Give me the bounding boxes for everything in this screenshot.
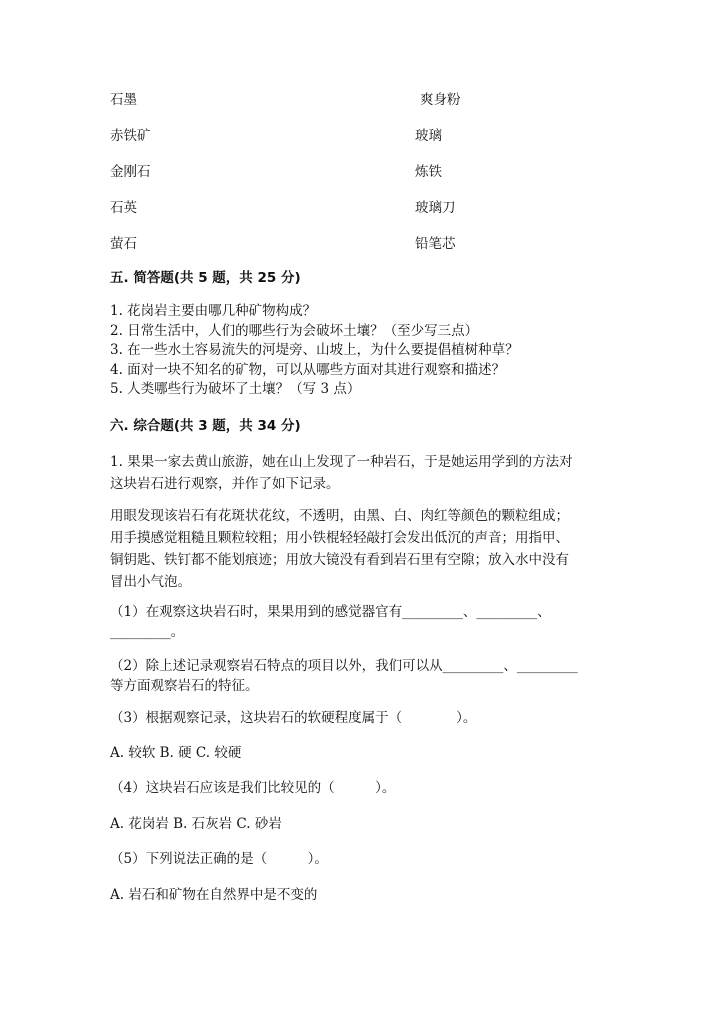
matching-right-item: 铅笔芯	[415, 236, 456, 252]
sub-question: （2）除上述记录观察岩石特点的项目以外，我们可以从_________、_________	[110, 658, 578, 674]
answer-options: A. 花岗岩 B. 石灰岩 C. 砂岩	[110, 816, 282, 832]
matching-row	[0, 196, 720, 216]
sub-question: （4）这块岩石应该是我们比较见的（ ）。	[110, 780, 396, 796]
answer-options: A. 较软 B. 硬 C. 较硬	[110, 745, 242, 761]
matching-left-item: 石墨	[110, 92, 137, 108]
question: 4. 面对一块不知名的矿物，可以从哪些方面对其进行观察和描述？	[110, 361, 506, 378]
section-title: 六. 综合题(共 3 题，共 34 分)	[110, 418, 301, 434]
matching-right-item: 玻璃刀	[415, 200, 456, 216]
sub-question: （1）在观察这块岩石时，果果用到的感觉器官有_________、_________、	[110, 604, 551, 620]
question-intro: 这块岩石进行观察，并作了如下记录。	[110, 476, 340, 492]
matching-row	[0, 88, 720, 108]
matching-row	[0, 160, 720, 180]
matching-left-item: 萤石	[110, 236, 137, 252]
matching-right-item: 爽身粉	[420, 92, 461, 108]
question: 3. 在一些水土容易流失的河堤旁、山坡上，为什么要提倡植树种草？	[110, 342, 519, 358]
observation-record: 用眼发现该岩石有花斑状花纹，不透明，由黑、白、肉红等颜色的颗粒组成；	[110, 508, 569, 524]
observation-record: 铜钥匙、铁钉都不能划痕迹；用放大镜没有看到岩石里有空隙；放入水中没有	[110, 552, 569, 568]
matching-right-item: 玻璃	[415, 128, 442, 144]
sub-question: （3）根据观察记录，这块岩石的软硬程度属于（ ）。	[110, 710, 477, 726]
answer-option: A. 岩石和矿物在自然界中是不变的	[110, 887, 318, 903]
matching-left-item: 金刚石	[110, 164, 151, 180]
matching-left-item: 赤铁矿	[110, 128, 151, 144]
observation-record: 用手摸感觉粗糙且颗粒较粗；用小铁棍轻轻敲打会发出低沉的声音；用指甲、	[110, 530, 569, 546]
matching-row	[0, 232, 720, 252]
sub-question: 等方面观察岩石的特征。	[110, 678, 259, 694]
section-title: 五. 简答题(共 5 题，共 25 分)	[110, 270, 301, 286]
matching-right-item: 炼铁	[415, 164, 442, 180]
question: 1. 花岗岩主要由哪几种矿物构成？	[110, 303, 317, 319]
sub-question: （5）下列说法正确的是（ ）。	[110, 851, 328, 867]
question-intro: 1. 果果一家去黄山旅游，她在山上发现了一种岩石，于是她运用学到的方法对	[110, 454, 573, 470]
matching-row	[0, 124, 720, 144]
short-answer-questions	[110, 302, 519, 400]
question: 5. 人类哪些行为破坏了土壤？（写 3 点）	[110, 381, 361, 397]
question: 2. 日常生活中，人们的哪些行为会破坏土壤？（至少写三点）	[110, 322, 479, 339]
sub-question: _________。	[110, 624, 185, 640]
observation-record: 冒出小气泡。	[110, 574, 191, 590]
matching-left-item: 石英	[110, 200, 137, 216]
